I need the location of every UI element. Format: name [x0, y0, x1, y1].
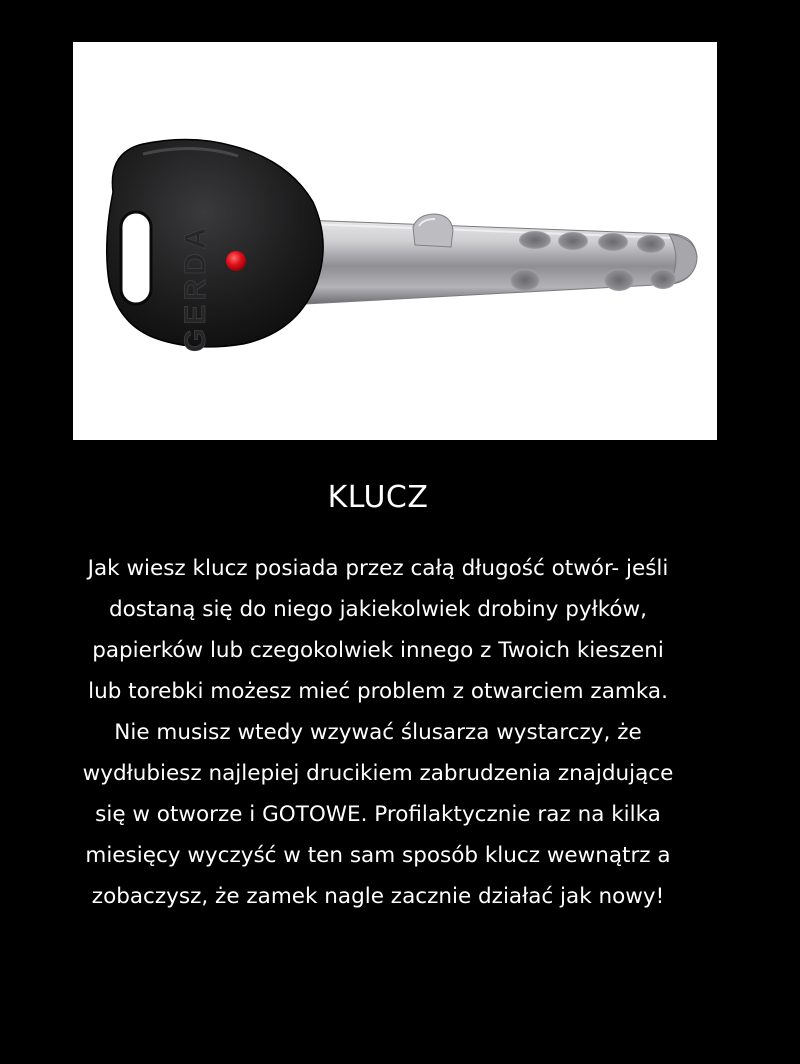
description-line: się w otworze i GOTOWE. Profilaktycznie raz na kilka — [95, 802, 661, 827]
description-line: papierków lub czegokolwiek innego z Twoich kieszeni — [92, 638, 664, 663]
description-line: Nie musisz wtedy wzywać ślusarza wystarczy, że — [114, 720, 642, 745]
key-blade — [301, 214, 697, 304]
key-illustration — [73, 42, 717, 440]
key-brand-text: GERDA — [179, 223, 212, 352]
description-line: Jak wiesz klucz posiada przez całą długość otwór- jeśli — [87, 556, 669, 581]
description-line: lub torebki możesz mieć problem z otwarciem zamka. — [88, 679, 668, 704]
description-paragraph — [18, 548, 738, 917]
description-line: miesięcy wyczyść w ten sam sposób klucz wewnątrz a — [85, 843, 671, 868]
description-line: wydłubiesz najlepiej drucikiem zabrudzenia znajdujące — [82, 761, 674, 786]
key-photo — [73, 42, 717, 440]
key-head — [107, 139, 323, 346]
description-line: zobaczysz, że zamek nagle zacznie działać jak nowy! — [91, 884, 665, 909]
page-title: KLUCZ — [327, 480, 429, 515]
description-line: dostaną się do niego jakiekolwiek drobiny pyłków, — [109, 597, 647, 622]
